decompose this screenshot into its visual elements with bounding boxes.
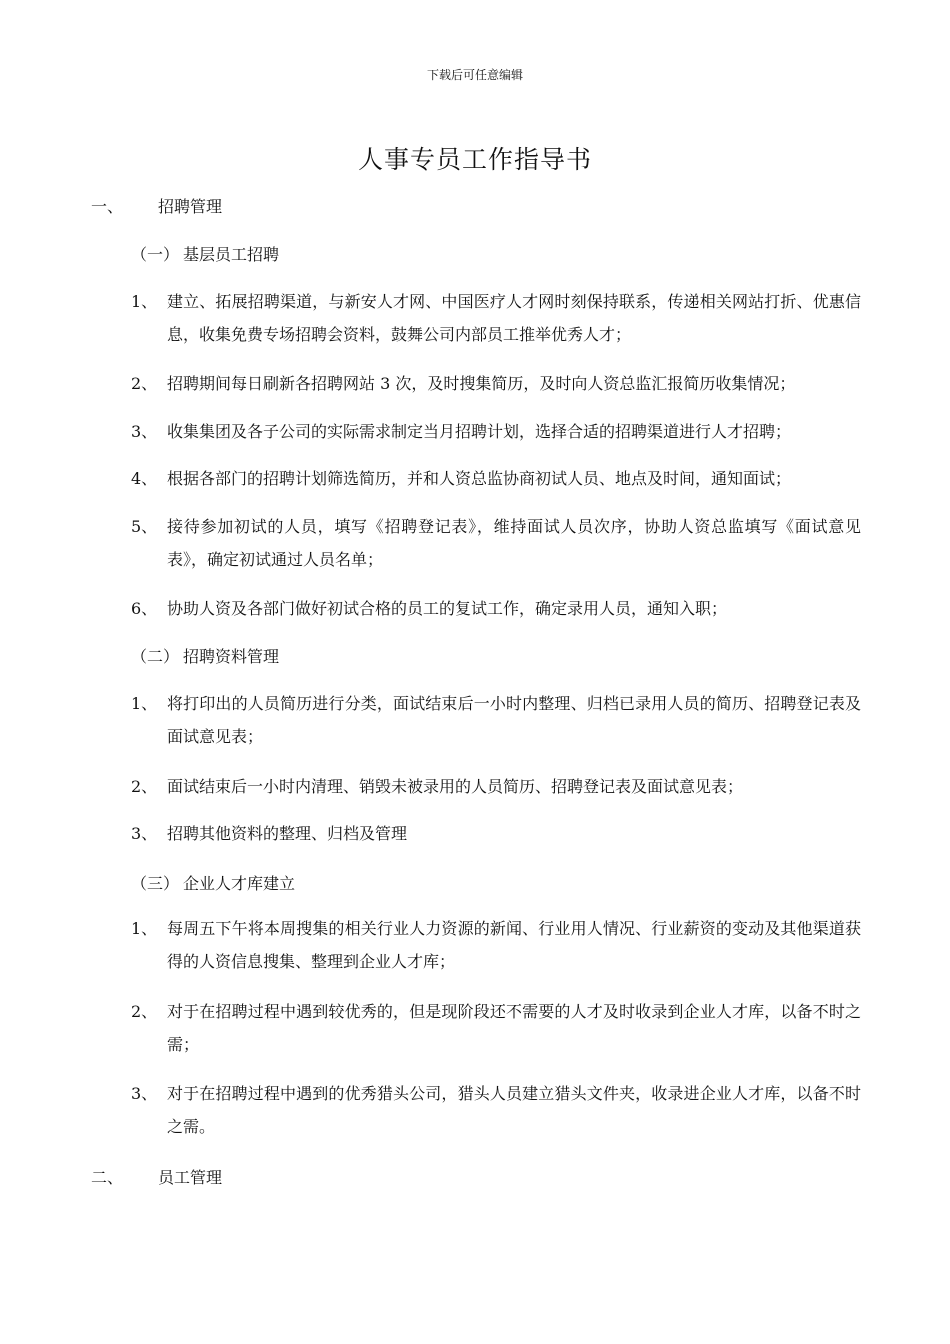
subsection-label: 招聘资料管理	[183, 647, 280, 666]
list-item-text: 协助人资及各部门做好初试合格的员工的复试工作，确定录用人员，通知入职；	[167, 599, 728, 618]
list-item-number: 1、	[131, 292, 158, 311]
list-item-number: 6、	[131, 599, 158, 618]
list-item-number: 1、	[131, 919, 158, 938]
section-number: 二、	[91, 1168, 124, 1187]
list-item-number: 3、	[131, 422, 158, 441]
list-item-text: 对于在招聘过程中遇到的优秀猎头公司，猎头人员建立猎头文件夹，收录进企业人才库，以备不时之需。	[167, 1084, 861, 1136]
list-item-text: 建立、拓展招聘渠道，与新安人才网、中国医疗人才网时刻保持联系，传递相关网站打折、优惠信息，收集免费专场招聘会资料，鼓舞公司内部员工推举优秀人才；	[167, 292, 861, 344]
list-item-number: 4、	[131, 469, 158, 488]
list-item-number: 2、	[131, 1002, 158, 1021]
list-item-text: 面试结束后一小时内清理、销毁未被录用的人员简历、招聘登记表及面试意见表；	[167, 777, 744, 796]
list-item-text: 根据各部门的招聘计划筛选简历，并和人资总监协商初试人员、地点及时间，通知面试；	[167, 469, 792, 488]
list-item-text: 招聘期间每日刷新各招聘网站 3 次，及时搜集简历，及时向人资总监汇报简历收集情况；	[167, 374, 796, 393]
list-item	[131, 817, 861, 850]
list-item	[131, 510, 861, 576]
list-item-number: 2、	[131, 777, 158, 796]
list-item-number: 3、	[131, 1084, 158, 1103]
list-item	[131, 912, 861, 978]
section-label: 招聘管理	[158, 197, 223, 216]
list-item	[131, 995, 861, 1061]
subsection-number: （一）	[131, 245, 180, 264]
section-label: 员工管理	[158, 1168, 223, 1187]
section-heading-recruitment	[91, 197, 222, 217]
header-note: 下载后可任意编辑	[426, 68, 523, 82]
document-title: 人事专员工作指导书	[357, 145, 592, 174]
subsection-label: 企业人才库建立	[183, 874, 296, 893]
subsection-label: 基层员工招聘	[183, 245, 280, 264]
list-item	[131, 770, 861, 803]
subsection-number: （三）	[131, 874, 180, 893]
list-item-number: 5、	[131, 517, 158, 536]
list-item-text: 每周五下午将本周搜集的相关行业人力资源的新闻、行业用人情况、行业薪资的变动及其他渠道获得的人资信息搜集、整理到企业人才库；	[167, 919, 861, 971]
section-heading-employee-management	[91, 1168, 222, 1188]
list-item-text: 收集集团及各子公司的实际需求制定当月招聘计划，选择合适的招聘渠道进行人才招聘；	[167, 422, 792, 441]
list-item-text: 招聘其他资料的整理、归档及管理	[167, 824, 408, 843]
subsection-number: （二）	[131, 647, 180, 666]
list-item	[131, 592, 861, 625]
list-item-text: 将打印出的人员简历进行分类，面试结束后一小时内整理、归档已录用人员的简历、招聘登记表及面试意见表；	[167, 694, 861, 746]
section-number: 一、	[91, 197, 124, 216]
list-item-number: 3、	[131, 824, 158, 843]
list-item-number: 2、	[131, 374, 158, 393]
subsection-heading-basic-recruitment	[131, 245, 279, 265]
list-item	[131, 285, 861, 351]
list-item	[131, 367, 861, 400]
subsection-heading-recruitment-materials	[131, 647, 279, 667]
list-item-number: 1、	[131, 694, 158, 713]
subsection-heading-talent-pool	[131, 874, 295, 894]
list-item	[131, 462, 861, 495]
list-item-text: 对于在招聘过程中遇到较优秀的，但是现阶段还不需要的人才及时收录到企业人才库，以备不时之需；	[167, 1002, 861, 1054]
list-item	[131, 1077, 861, 1143]
list-item	[131, 415, 861, 448]
list-item	[131, 687, 861, 753]
list-item-text: 接待参加初试的人员，填写《招聘登记表》，维持面试人员次序，协助人资总监填写《面试意见表》，确定初试通过人员名单；	[167, 517, 861, 569]
